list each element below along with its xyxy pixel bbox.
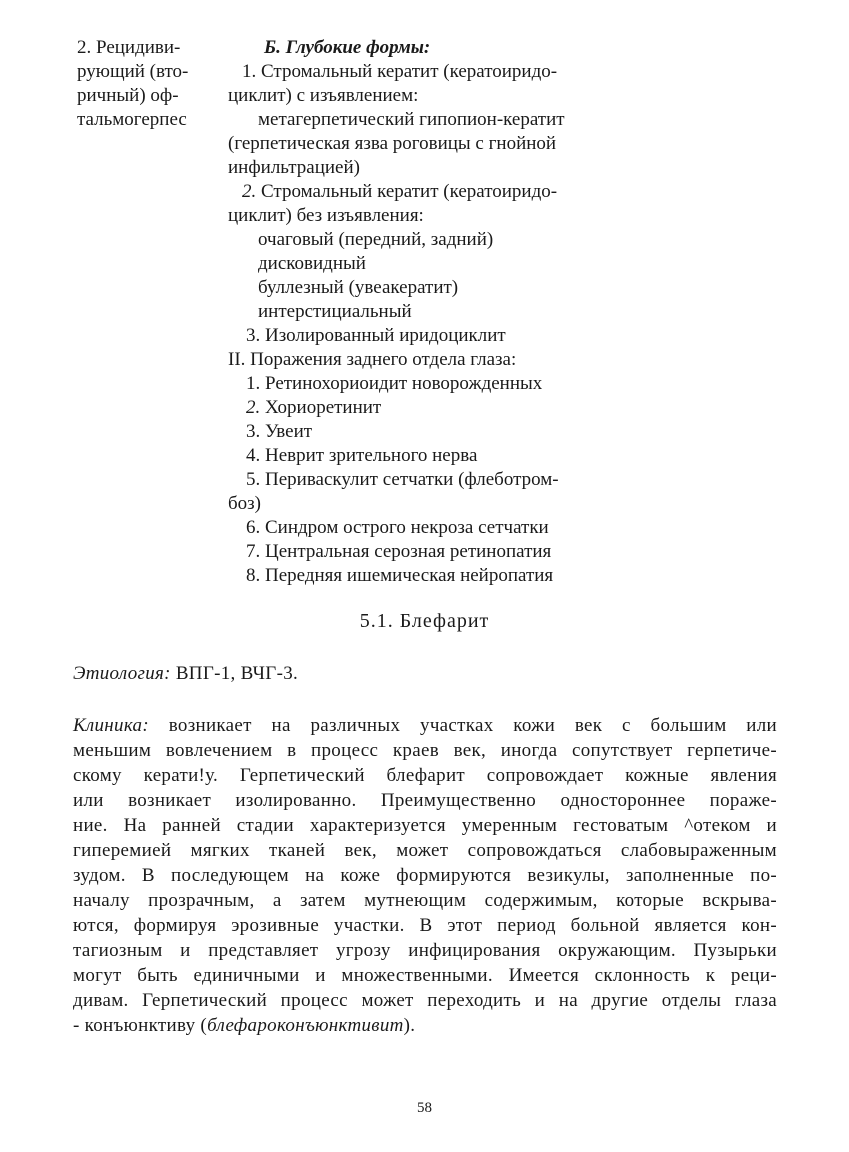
clinic-label: Клиника: [73,715,149,736]
list-item-text: Неврит зрительного нерва [260,445,478,466]
classification-list-item [228,204,608,228]
list-item-text: Изолированный иридоциклит [260,325,506,346]
list-item-text: Ретинохориоидит новорожденных [260,373,543,394]
list-item-text: очаговый (передний, задний) [258,229,494,250]
list-item-text: Поражения заднего отдела глаза: [245,349,517,370]
classification-list-item [228,132,608,156]
classification-list-item [228,348,608,372]
classification-list-item [228,252,608,276]
clinic-line: или возникает изолированно. Преимущественно одностороннее пораже- [73,790,777,811]
clinic-line: дивам. Герпетический процесс может переходить и на другие отделы глаза [73,990,777,1011]
clinic-line: зудом. В последующем на коже формируются везикулы, заполненные по- [73,865,777,886]
classification-left-column [77,36,222,132]
list-item-text: Хориоретинит [260,397,382,418]
classification-list-item [228,156,608,180]
clinic-line-text: возникает на различных участках кожи век с большим или [148,715,777,736]
clinic-line [73,1013,777,1038]
clinic-line: ются, формируя эрозивные участки. В этот период больной является кон- [73,915,777,936]
classification-list-item [228,372,608,396]
list-item-number: 2. [242,181,257,202]
clinic-line: началу прозрачным, а затем мутнеющим содержимым, которые вскрыва- [73,890,777,911]
clinic-line [73,713,777,738]
clinic-last-suffix: ). [403,1015,416,1036]
page-number: 58 [417,1100,432,1116]
etiology-label: Этиология: [73,663,171,684]
list-item-number: 6. [246,517,261,538]
list-item-text: циклит) с изъявлением: [228,85,419,106]
classification-list-item [228,300,608,324]
list-item-number: 8. [246,565,261,586]
clinic-line: ние. На ранней стадии характеризуется умеренным гестоватым ^отеком и [73,815,777,836]
clinic-line: меньшим вовлечением в процесс краев век, иногда сопутствует герпетиче- [73,740,777,761]
clinic-paragraph [73,713,777,1038]
classification-list-item [228,396,608,420]
list-item-number: 3. [246,325,261,346]
etiology-paragraph [73,661,777,686]
clinic-line: могут быть единичными и множественными. Имеется склонность к реци- [73,965,777,986]
list-item-text: буллезный (увеакератит) [258,277,459,298]
list-item-text: дисковидный [258,253,366,274]
deep-forms-subheading: Б. Глубокие формы: [264,37,431,58]
clinic-line: гиперемией мягких тканей век, может сопровождаться слабовыраженным [73,840,777,861]
list-item-number: 7. [246,541,261,562]
classification-list-item [228,84,608,108]
list-item-text: метагерпетический гипопион-кератит [258,109,565,130]
list-item-text: Периваскулит сетчатки (флеботром- [260,469,559,490]
list-item-text: боз) [228,493,261,514]
list-item-text: Передняя ишемическая нейропатия [260,565,554,586]
classification-list-item [228,420,608,444]
list-item-text: (герпетическая язва роговицы с гнойной [228,133,557,154]
clinic-last-italic: блефароконъюнктивит [207,1015,404,1036]
classification-list-item [228,180,608,204]
section-title: 5.1. Блефарит [359,610,490,632]
list-item-text: интерстициальный [258,301,412,322]
classification-list-item [228,444,608,468]
classification-list [228,60,608,588]
list-item-number: 1. [242,61,257,82]
list-item-number: 2. [246,397,261,418]
classification-right-column [228,36,608,588]
clinic-line: тагиозным и представляет угрозу инфицирования окружающим. Пузырьки [73,940,777,961]
list-item-text: Синдром острого некроза сетчатки [260,517,549,538]
list-item-number: II. [228,349,246,370]
list-item-text: Стромальный кератит (кератоиридо- [256,181,558,202]
left-column-line: тальмогерпес [77,109,187,130]
list-item-number: 1. [246,373,261,394]
classification-list-item [228,468,608,492]
list-item-number: 3. [246,421,261,442]
classification-list-item [228,60,608,84]
classification-list-item [228,540,608,564]
classification-list-item [228,276,608,300]
classification-list-item [228,108,608,132]
classification-list-item [228,492,608,516]
classification-list-item [228,564,608,588]
list-item-text: циклит) без изъявления: [228,205,424,226]
list-item-text: Стромальный кератит (кератоиридо- [256,61,558,82]
classification-list-item [228,324,608,348]
list-item-text: инфильтрацией) [228,157,360,178]
classification-list-item [228,228,608,252]
list-item-text: Увеит [260,421,313,442]
clinic-line: скому керати!у. Герпетический блефарит сопровождает кожные явления [73,765,777,786]
list-item-number: 5. [246,469,261,490]
list-item-number: 4. [246,445,261,466]
left-column-line: ричный) оф- [77,85,179,106]
left-column-line: 2. Рецидиви- [77,37,181,58]
list-item-text: Центральная серозная ретинопатия [260,541,552,562]
clinic-last-prefix: - конъюнктиву ( [73,1015,208,1036]
etiology-text: ВПГ-1, ВЧГ-3. [170,663,299,684]
classification-list-item [228,516,608,540]
left-column-line: рующий (вто- [77,61,189,82]
